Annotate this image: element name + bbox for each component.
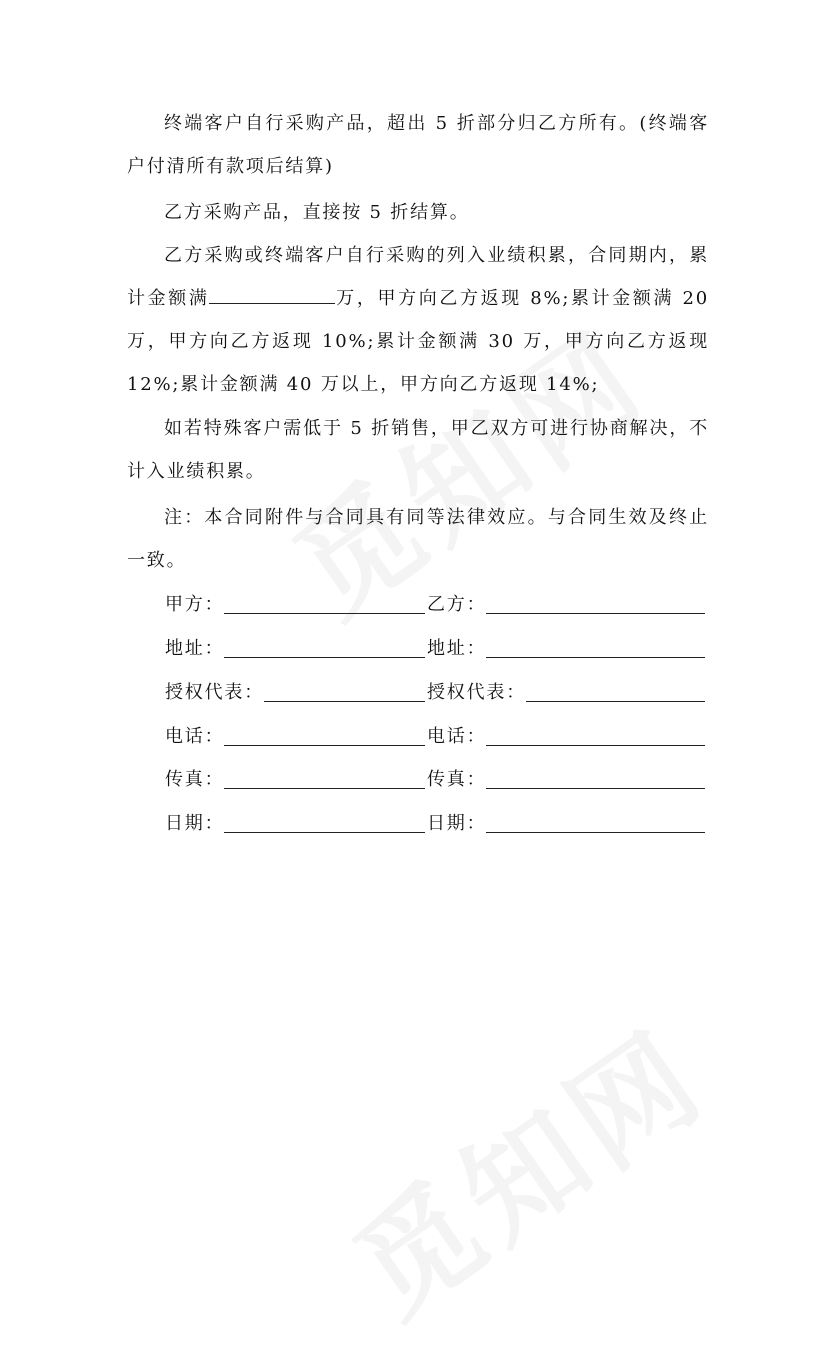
- party-b-address-label: 地址：: [427, 638, 487, 659]
- party-a-representative-label: 授权代表：: [165, 682, 264, 703]
- paragraph-note: 注：本合同附件与合同具有同等法律效应。与合同生效及终止一致。: [127, 507, 709, 571]
- party-a-field: [165, 590, 425, 616]
- party-b-date-label: 日期：: [427, 813, 487, 834]
- party-a-fax-field: [165, 765, 425, 791]
- party-b-field: [427, 590, 705, 616]
- party-a-fax-label: 传真：: [165, 769, 225, 790]
- signature-row-representative: [165, 678, 705, 708]
- party-b-representative-label: 授权代表：: [427, 682, 526, 703]
- party-a-address-blank: [224, 639, 425, 658]
- party-a-representative-blank: [264, 683, 425, 702]
- party-a-fax-blank: [224, 770, 425, 789]
- amount-blank-line: [209, 289, 335, 304]
- signature-row-party: [165, 590, 705, 620]
- party-a-label: 甲方：: [165, 594, 225, 615]
- party-b-date-blank: [486, 814, 705, 833]
- party-b-phone-blank: [486, 727, 705, 746]
- paragraph-special-discount: 如若特殊客户需低于 5 折销售，甲乙双方可进行协商解决，不计入业绩积累。: [127, 418, 709, 482]
- rebate-text-start: 乙方采购或终端客户自行采购的列入业绩积累，合同期内，累计金额满: [127, 245, 709, 309]
- party-a-blank: [224, 595, 425, 614]
- signature-row-address: [165, 634, 705, 664]
- party-b-blank: [486, 595, 705, 614]
- paragraph-settlement-direct: 乙方采购产品，直接按 5 折结算。: [164, 202, 470, 223]
- party-b-address-field: [427, 634, 705, 660]
- party-b-date-field: [427, 809, 705, 835]
- party-a-date-field: [165, 809, 425, 835]
- party-b-representative-field: [427, 678, 705, 704]
- rebate-text-rest: 万，甲方向乙方返现 8%;累计金额满 20 万，甲方向乙方返现 10%;累计金额满 30 万，甲方向乙方返现 12%;累计金额满 40 万以上，甲方向乙方返现 14%;: [127, 288, 709, 395]
- party-b-address-blank: [486, 639, 705, 658]
- paragraph-settlement-customer: 终端客户自行采购产品，超出 5 折部分归乙方所有。(终端客户付清所有款项后结算): [127, 113, 709, 177]
- party-a-phone-label: 电话：: [165, 726, 225, 747]
- party-a-date-label: 日期：: [165, 813, 225, 834]
- party-a-phone-blank: [224, 727, 425, 746]
- party-b-phone-label: 电话：: [427, 726, 487, 747]
- party-b-phone-field: [427, 722, 705, 748]
- party-a-representative-field: [165, 678, 425, 704]
- party-a-date-blank: [224, 814, 425, 833]
- signature-row-date: [165, 809, 705, 839]
- party-a-address-label: 地址：: [165, 638, 225, 659]
- paragraph-performance-rebate: [127, 234, 709, 406]
- party-b-fax-label: 传真：: [427, 769, 487, 790]
- party-b-fax-blank: [486, 770, 705, 789]
- party-b-label: 乙方：: [427, 594, 487, 615]
- signature-row-phone: [165, 722, 705, 752]
- signature-row-fax: [165, 765, 705, 795]
- party-a-address-field: [165, 634, 425, 660]
- party-a-phone-field: [165, 722, 425, 748]
- party-b-representative-blank: [526, 683, 705, 702]
- watermark: [316, 984, 734, 1348]
- party-b-fax-field: [427, 765, 705, 791]
